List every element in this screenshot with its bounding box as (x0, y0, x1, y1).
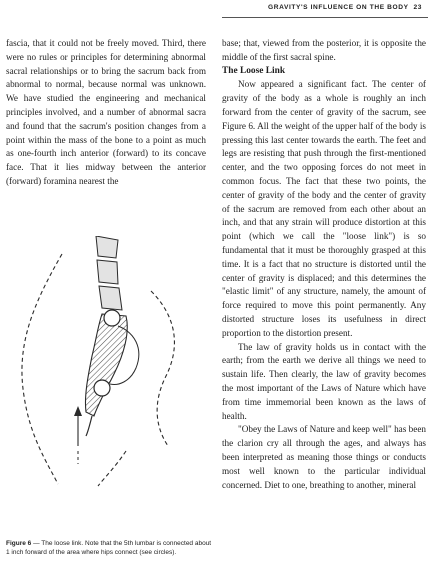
body-outline-right (151, 291, 174, 446)
right-continuation: base; that, viewed from the posterior, it is opposite the middle of the first sacral spine. (222, 38, 426, 62)
coccyx (86, 416, 92, 436)
gravity-arrow-head (74, 406, 82, 416)
body-outline-lower (98, 451, 126, 486)
figure-6 (6, 236, 206, 536)
right-paragraph-2: The law of gravity holds us in contact with the earth; from the earth we derive all things we need to sustain life. Then clearly, the law of gravity becomes the most important of the Laws of Nature which have from time immemorial been known as the laws of health. (222, 341, 426, 421)
sacrum (85, 314, 127, 416)
sacrum-illustration (6, 236, 206, 536)
caption-text: — The loose link. Note that the 5th lumbar is connected about 1 inch forward of the area where hips connect (see circles). (6, 540, 212, 556)
center-circle-upper (104, 310, 120, 326)
left-column (6, 37, 206, 189)
running-head-title: GRAVITY'S INFLUENCE ON THE BODY (268, 4, 409, 11)
page-number: 23 (413, 4, 422, 11)
caption-label: Figure 6 (6, 540, 32, 547)
body-outline-left (22, 254, 62, 484)
center-circle-lower (94, 380, 110, 396)
right-column (222, 37, 426, 492)
vertebra-fifth-lumbar (99, 286, 122, 310)
section-heading: The Loose Link (222, 65, 286, 76)
running-head (268, 4, 422, 11)
right-paragraph-1: Now appeared a significant fact. The center of gravity of the body as a whole is roughly an inch forward from the center of gravity of the sacrum, see Figure 6. All the weight of the upper half of the body is pressing this last center towards the earth. The feet and legs are resisting that push through the first-mentioned center, and the two opposing forces do not meet in common focus. The fact that these two points, the center of gravity of the body and the center of gravity of the sacrum are removed from each other about an inch, and that any strain will produce distortion at this point (which we call the "loose link") is so fundamental that it must be thoroughly grasped at this time. It is a fact that no structure is distorted until the center of gravity is displaced; and this determines the "elastic limit" of any structure, namely, the amount of force required to move this point permanently. Any distorted structure loses its usefulness in direct proportion to the distortion present. (222, 79, 426, 338)
vertebra-upper (96, 236, 118, 258)
right-paragraph-3: "Obey the Laws of Nature and keep well" has been the clarion cry all through the ages, and always has been interpreted as meaning those things or conducts most well known to the particular individual concerned. Diet to one, breathing to another, mineral (222, 424, 426, 490)
header-rule (222, 17, 428, 18)
figure-caption (6, 540, 214, 557)
vertebra-middle (97, 260, 118, 284)
left-paragraph: fascia, that it could not be freely moved. Third, there were no rules or principles for determining abnormal sacral relationships or to bring the sacrum back from abnormal to normal, because normal was unknown. We have studied the engineering and mechanical principles involved, and a number of abnormal sacra and found that the sacrum's position changes from a point within the mass of the bone to a point as much as one-fourth inch anterior (forward) to its concave face. That it lies midway between the anterior (forward) foramina nearest the (6, 38, 206, 186)
